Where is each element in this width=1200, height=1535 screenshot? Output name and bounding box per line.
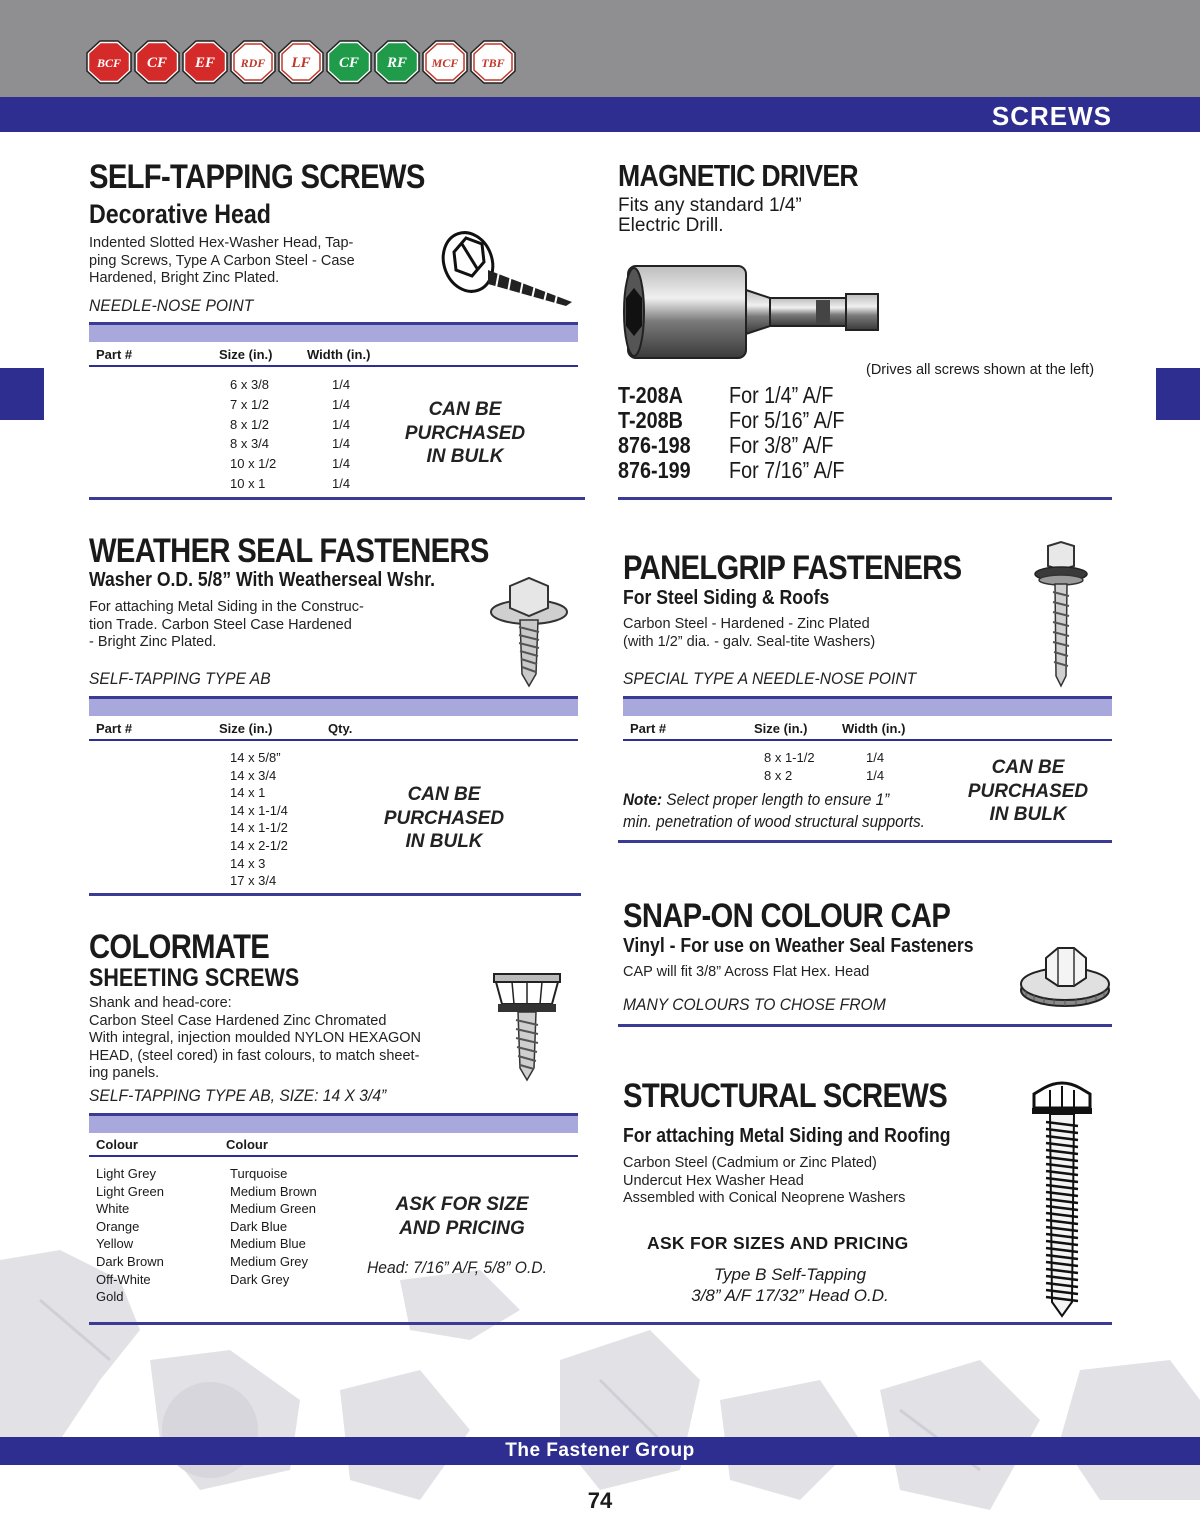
snap-on-cap-colours: MANY COLOURS TO CHOSE FROM [623, 995, 886, 1014]
self-tapping-bulk-note: CAN BE PURCHASED IN BULK [404, 399, 526, 467]
brand-logo-cf-icon [134, 40, 180, 84]
brand-logo-tbf-icon [470, 40, 516, 84]
divider [618, 497, 1112, 500]
brand-logo-lf-icon [278, 40, 324, 84]
colormate-ask-note: ASK FOR SIZE AND PRICING [395, 1194, 529, 1239]
divider [89, 893, 581, 896]
magnetic-item-desc: For 1/4” A/F [729, 382, 834, 408]
self-tapping-description: Indented Slotted Hex-Washer Head, Tap- ping Screws, Type A Carbon Steel - Case Hardened, Bright Zinc Plated. [89, 235, 355, 286]
colormate-col-colour: Colour [226, 1137, 268, 1152]
magnetic-driver-note: (Drives all screws shown at the left) [866, 362, 1095, 378]
brand-logo-ef-icon [182, 40, 228, 84]
section-title: SCREWS [991, 101, 1112, 131]
self-tapping-point: NEEDLE-NOSE POINT [89, 296, 254, 315]
weather-seal-sizes: 14 x 5/8” 14 x 3/4 14 x 1 14 x 1-1/4 14 x 1-1/2 14 x 2-1/2 14 x 3 17 x 3/4 [230, 750, 288, 889]
self-tapping-subtitle: Decorative Head [89, 199, 271, 229]
colour-cap-icon [1018, 940, 1112, 1010]
brand-logo-rdf-icon [230, 40, 276, 84]
self-tapping-title: SELF-TAPPING SCREWS [89, 158, 425, 196]
right-page-tab [1156, 368, 1200, 420]
divider [618, 1024, 1112, 1027]
magnetic-driver-description: Fits any standard 1/4” Electric Drill. [618, 195, 802, 236]
panelgrip-sizes: 8 x 1-1/2 8 x 2 [764, 750, 815, 783]
magnetic-item-code: 876-199 [618, 457, 691, 483]
weather-seal-subtitle: Washer O.D. 5/8” With Weatherseal Wshr. [89, 569, 436, 591]
brand-logo-cf-icon [326, 40, 372, 84]
colormate-subtitle: SHEETING SCREWS [89, 964, 300, 992]
svg-text:CF: CF [338, 55, 360, 71]
weather-seal-screw-icon [488, 572, 570, 688]
brand-logo-bcf-icon [86, 40, 132, 84]
brand-logo-mcf-icon [422, 40, 468, 84]
svg-text:CF: CF [146, 55, 168, 71]
divider [618, 840, 1112, 843]
self-tapping-col-size: Size (in.) [219, 347, 273, 362]
magnetic-item-desc: For 7/16” A/F [729, 457, 845, 483]
panelgrip-subtitle: For Steel Siding & Roofs [623, 587, 830, 609]
brand-logo-rf-icon [374, 40, 420, 84]
divider [89, 365, 578, 367]
structural-subtitle: For attaching Metal Siding and Roofing [623, 1125, 951, 1147]
self-tapping-col-width: Width (in.) [307, 347, 371, 362]
panelgrip-description: Carbon Steel - Hardened - Zinc Plated (with 1/2” dia. - galv. Seal-tite Washers) [623, 616, 876, 650]
panelgrip-type: SPECIAL TYPE A NEEDLE-NOSE POINT [623, 669, 917, 688]
panelgrip-bulk-note: CAN BE PURCHASED IN BULK [967, 757, 1089, 825]
divider [623, 739, 1112, 741]
svg-text:TBF: TBF [481, 56, 505, 70]
panelgrip-col-width: Width (in.) [842, 721, 906, 736]
svg-text:RDF: RDF [240, 56, 266, 70]
divider [89, 739, 578, 741]
weather-seal-type: SELF-TAPPING TYPE AB [89, 669, 271, 688]
colormate-type: SELF-TAPPING TYPE AB, SIZE: 14 X 3/4” [89, 1086, 387, 1105]
divider [89, 497, 585, 500]
svg-text:LF: LF [291, 55, 311, 71]
colormate-colours-1: Light Grey Light Green White Orange Yellow Dark Brown Off-White Gold [96, 1166, 164, 1305]
magnetic-item-code: 876-198 [618, 432, 691, 458]
magnetic-item-desc: For 5/16” A/F [729, 407, 845, 433]
magnetic-item-code: T-208A [618, 382, 683, 408]
svg-text:BCF: BCF [96, 56, 122, 70]
svg-text:RF: RF [386, 55, 408, 71]
self-tapping-table-header-bar [89, 322, 578, 342]
structural-description: Carbon Steel (Cadmium or Zinc Plated) Undercut Hex Washer Head Assembled with Conical Neoprene Washers [623, 1155, 906, 1206]
structural-ask-note: ASK FOR SIZES AND PRICING [647, 1233, 909, 1253]
weather-seal-table-header-bar [89, 696, 578, 716]
structural-screw-icon [1014, 1080, 1110, 1320]
structural-title: STRUCTURAL SCREWS [623, 1077, 948, 1115]
self-tapping-col-part: Part # [96, 347, 133, 362]
page-number: 74 [587, 1488, 613, 1513]
snap-on-cap-title: SNAP-ON COLOUR CAP [623, 897, 951, 935]
colormate-screw-icon [486, 968, 568, 1084]
panelgrip-col-part: Part # [630, 721, 667, 736]
magnetic-item-desc: For 3/8” A/F [729, 432, 834, 458]
svg-text:EF: EF [194, 55, 216, 71]
divider [89, 1155, 578, 1157]
colormate-title: COLORMATE [89, 928, 270, 966]
colormate-table-header-bar [89, 1113, 578, 1133]
decorative-head-screw-icon [440, 222, 580, 310]
panelgrip-widths: 1/4 1/4 [866, 750, 885, 783]
weather-seal-title: WEATHER SEAL FASTENERS [89, 532, 489, 570]
self-tapping-sizes: 6 x 3/8 7 x 1/2 8 x 1/2 8 x 3/4 10 x 1/2 10 x 1 [230, 377, 277, 491]
brand-logos [86, 40, 516, 84]
svg-text:MCF: MCF [431, 56, 459, 70]
left-page-tab [0, 368, 44, 420]
magnetic-driver-icon [620, 262, 882, 362]
snap-on-cap-description: CAP will fit 3/8” Across Flat Hex. Head [623, 964, 870, 980]
weather-seal-description: For attaching Metal Siding in the Construc- tion Trade. Carbon Steel Case Hardened - Bright Zinc Plated. [89, 599, 364, 650]
structural-spec: Type B Self-Tapping 3/8” A/F 17/32” Head O.D. [691, 1265, 889, 1305]
footer-company: The Fastener Group [0, 1437, 1200, 1465]
weather-seal-col-part: Part # [96, 721, 133, 736]
panelgrip-col-size: Size (in.) [754, 721, 808, 736]
panelgrip-table-header-bar [623, 696, 1112, 716]
weather-seal-bulk-note: CAN BE PURCHASED IN BULK [383, 784, 505, 852]
weather-seal-col-qty: Qty. [328, 721, 353, 736]
panelgrip-title: PANELGRIP FASTENERS [623, 549, 962, 587]
colormate-head-spec: Head: 7/16” A/F, 5/8” O.D. [367, 1258, 547, 1277]
weather-seal-col-size: Size (in.) [219, 721, 273, 736]
self-tapping-widths: 1/4 1/4 1/4 1/4 1/4 1/4 [332, 377, 351, 491]
panelgrip-note: Note: Select proper length to ensure 1” min. penetration of wood structural supports. [623, 790, 925, 831]
colormate-colours-2: Turquoise Medium Brown Medium Green Dark Blue Medium Blue Medium Grey Dark Grey [230, 1166, 317, 1287]
panelgrip-screw-icon [1030, 540, 1092, 688]
magnetic-item-code: T-208B [618, 407, 683, 433]
snap-on-cap-subtitle: Vinyl - For use on Weather Seal Fasteners [623, 935, 974, 957]
colormate-col-colour: Colour [96, 1137, 138, 1152]
section-bar [0, 97, 1200, 132]
divider [89, 1322, 1112, 1325]
colormate-description: Shank and head-core: Carbon Steel Case Hardened Zinc Chromated With integral, injection moulded NYLON HEXAGON HEAD, (steel cored) in fast colours, to match sheet- ing panels. [89, 995, 422, 1081]
magnetic-driver-title: MAGNETIC DRIVER [618, 158, 859, 193]
